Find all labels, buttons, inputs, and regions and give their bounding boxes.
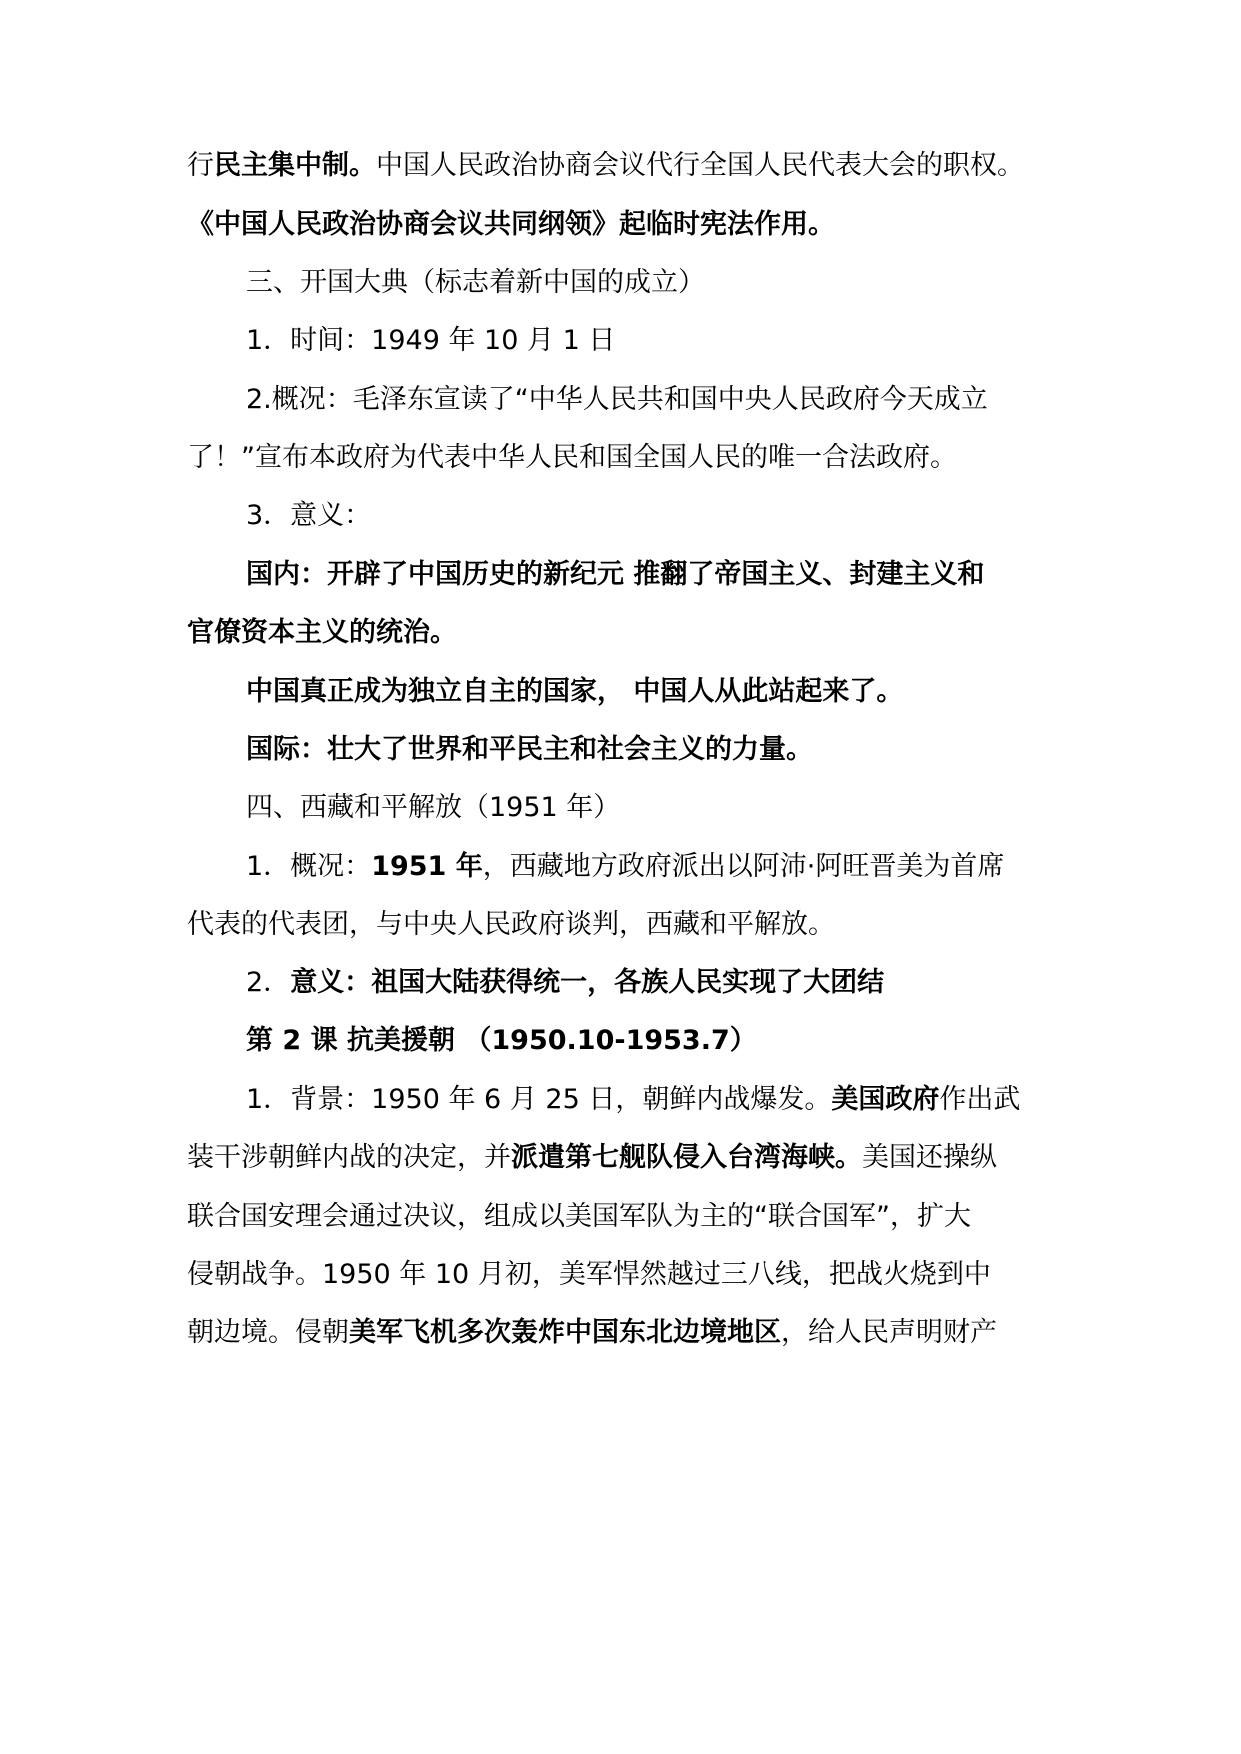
text-line-overview-cont: 了！”宣布本政府为代表中华人民和国全国人民的唯一合法政府。: [187, 442, 957, 473]
section-heading-kaiguo-dadian: 三、开国大典（标志着新中国的成立）: [246, 267, 705, 298]
text-line-background-4: 侵朝战争。1950 年 10 月初，美军悍然越过三八线，把战火烧到中: [187, 1259, 991, 1290]
text-line-1: 行民主集中制。中国人民政治协商会议代行全国人民代表大会的职权。: [187, 150, 1024, 181]
text-line-tibet-significance: 2．意义：祖国大陆获得统一，各族人民实现了大团结: [246, 967, 885, 998]
lesson-heading-lesson-2: 第 2 课 抗美援朝 （1950.10-1953.7）: [246, 1025, 757, 1056]
text-line-time: 1．时间：1949 年 10 月 1 日: [246, 325, 616, 356]
text-line-2: 《中国人民政治协商会议共同纲领》起临时宪法作用。: [187, 209, 835, 240]
text-line-background: 1．背景：1950 年 6 月 25 日，朝鲜内战爆发。美国政府作出武: [246, 1084, 1021, 1115]
text-line-background-2: 装干涉朝鲜内战的决定，并派遣第七舰队侵入台湾海峡。美国还操纵: [187, 1142, 997, 1173]
text-line-domestic: 国内：开辟了中国历史的新纪元 推翻了帝国主义、封建主义和: [246, 559, 985, 590]
text-line-independence: 中国真正成为独立自主的国家， 中国人从此站起来了。: [246, 676, 904, 707]
text-line-significance: 3．意义：: [246, 500, 372, 531]
text-line-background-3: 联合国安理会通过决议，组成以美国军队为主的“联合国军”，扩大: [187, 1201, 971, 1232]
section-heading-tibet: 四、西藏和平解放（1951 年）: [246, 792, 621, 823]
text-line-tibet-overview: 1．概况：1951 年，西藏地方政府派出以阿沛·阿旺晋美为首席: [246, 851, 1005, 882]
text-line-background-5: 朝边境。侵朝美军飞机多次轰炸中国东北边境地区，给人民声明财产: [187, 1317, 997, 1348]
text-line-overview: 2.概况：毛泽东宣读了“中华人民共和国中央人民政府今天成立: [246, 384, 988, 415]
text-line-domestic-cont: 官僚资本主义的统治。: [187, 617, 457, 648]
text-line-tibet-overview-cont: 代表的代表团，与中央人民政府谈判，西藏和平解放。: [187, 909, 835, 940]
text-line-international: 国际：壮大了世界和平民主和社会主义的力量。: [246, 734, 813, 765]
